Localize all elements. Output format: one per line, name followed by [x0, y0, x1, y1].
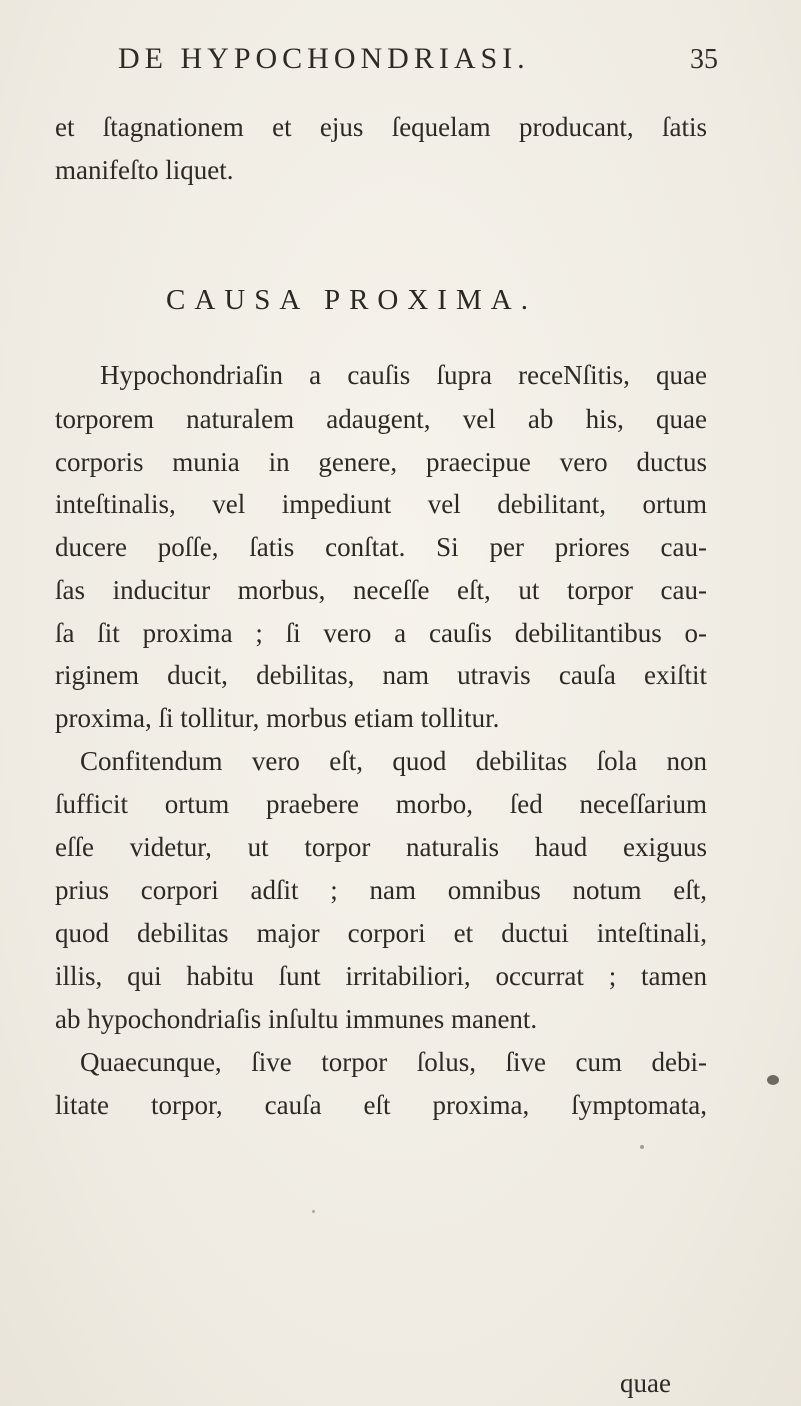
ink-spot — [312, 1210, 315, 1213]
text-line: ſa ſit proxima ; ſi vero a cauſis debilitantibus o- — [55, 618, 707, 648]
text-line: ſas inducitur morbus, neceſſe eſt, ut torpor cau- — [55, 575, 707, 605]
ink-spot — [767, 1075, 779, 1085]
text-line: riginem ducit, debilitas, nam utravis cauſa exiſtit — [55, 660, 707, 690]
text-line: proxima, ſi tollitur, morbus etiam tollitur. — [55, 703, 500, 733]
text-line: prius corpori adſit ; nam omnibus notum eſt, — [55, 875, 707, 905]
running-title: DE HYPOCHONDRIASI. — [118, 42, 530, 75]
text-line: torporem naturalem adaugent, vel ab his, quae — [55, 404, 707, 434]
text-line: ſufficit ortum praebere morbo, ſed neceſſarium — [55, 789, 707, 819]
text-line: ab hypochondriaſis inſultu immunes manent. — [55, 1004, 538, 1034]
paragraph-first-line: Confitendum vero eſt, quod debilitas ſola non — [80, 746, 707, 776]
paragraph-first-line: Hypochondriaſin a cauſis ſupra receNſitis, quae — [100, 360, 707, 390]
ink-spot — [640, 1145, 644, 1149]
catchword: quae — [620, 1368, 671, 1398]
text-line: corporis munia in genere, praecipue vero ductus — [55, 447, 707, 477]
text-line: et ſtagnationem et ejus ſequelam producant, ſatis — [55, 112, 707, 142]
text-line: illis, qui habitu ſunt irritabiliori, occurrat ; tamen — [55, 961, 707, 991]
text-line: eſſe videtur, ut torpor naturalis haud exiguus — [55, 832, 707, 862]
text-line: manifeſto liquet. — [55, 155, 234, 185]
page-number: 35 — [690, 44, 718, 75]
text-line: litate torpor, cauſa eſt proxima, ſymptomata, — [55, 1090, 707, 1120]
text-line: inteſtinalis, vel impediunt vel debilitant, ortum — [55, 489, 707, 519]
text-line: quod debilitas major corpori et ductui inteſtinali, — [55, 918, 707, 948]
paragraph-first-line: Quaecunque, ſive torpor ſolus, ſive cum debi- — [80, 1047, 707, 1077]
running-head — [118, 42, 718, 82]
section-heading: CAUSA PROXIMA. — [166, 284, 537, 316]
text-line: ducere poſſe, ſatis conſtat. Si per priores cau- — [55, 532, 707, 562]
